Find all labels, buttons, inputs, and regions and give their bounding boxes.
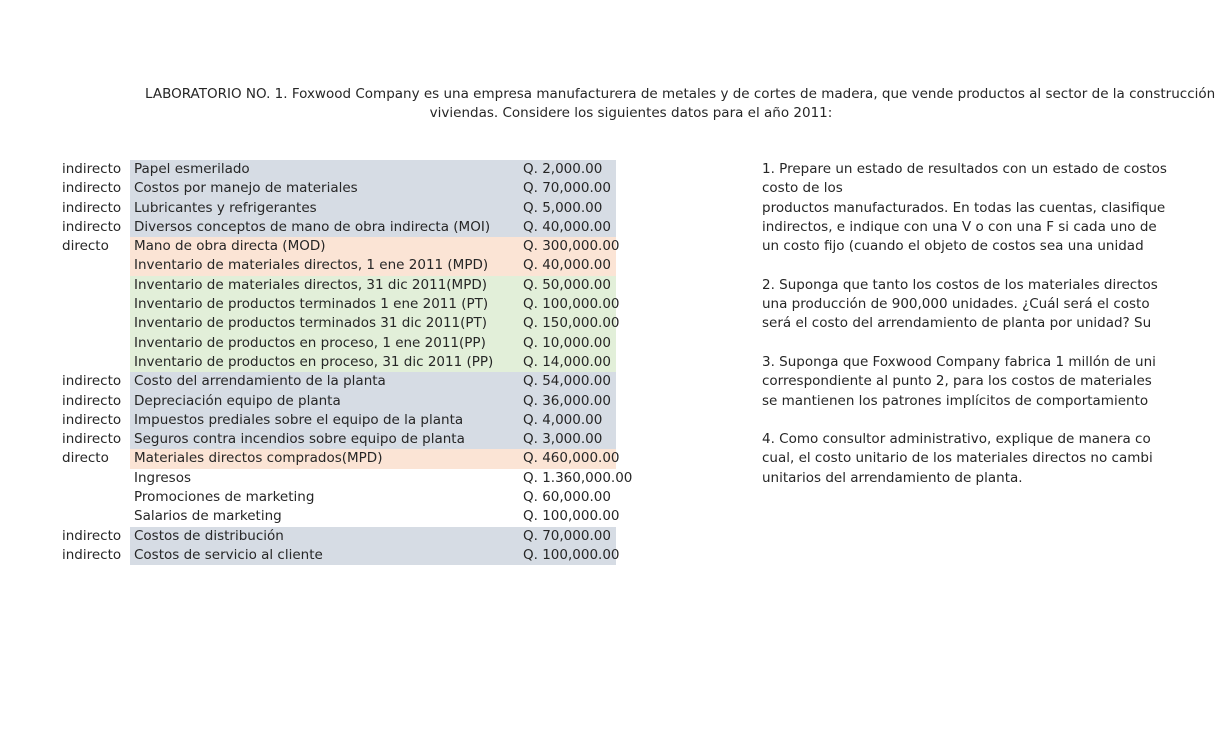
cost-concept: Papel esmerilado xyxy=(134,161,250,177)
cost-classification: indirecto xyxy=(62,546,122,563)
cost-amount: Q. 100,000.00 xyxy=(523,296,620,313)
cost-amount: Q. 1.360,000.00 xyxy=(523,469,633,486)
cost-classification: indirecto xyxy=(62,180,122,197)
cost-concept: Inventario de productos terminados 1 ene 2011 (PT) xyxy=(134,296,489,313)
cost-amount: Q. 40,000.00 xyxy=(523,218,611,235)
cost-amount: Q. 2,000.00 xyxy=(523,161,603,177)
question-1 xyxy=(762,160,1167,256)
questions-panel xyxy=(762,160,1167,488)
question-line: 2. Suponga que tanto los costos de los materiales directos xyxy=(762,276,1158,293)
table-row xyxy=(0,179,620,198)
cost-amount: Q. 50,000.00 xyxy=(523,276,611,293)
header-line-1: LABORATORIO NO. 1. Foxwood Company es una empresa manufacturera de metales y de cortes de madera, que vende productos al sector de la construcción xyxy=(145,86,1215,102)
table-row xyxy=(0,449,620,468)
question-line: se mantienen los patrones implícitos de comportamiento xyxy=(762,392,1149,409)
question-line: una producción de 900,000 unidades. ¿Cuál será el costo xyxy=(762,296,1150,313)
cost-concept: Inventario de productos terminados 31 dic 2011(PT) xyxy=(134,315,488,332)
table-row xyxy=(0,392,620,411)
table-row xyxy=(0,527,620,546)
cost-concept: Depreciación equipo de planta xyxy=(134,392,341,409)
question-line: correspondiente al punto 2, para los costos de materiales xyxy=(762,373,1152,390)
cost-concept: Inventario de productos en proceso, 31 dic 2011 (PP) xyxy=(134,353,494,370)
cost-amount: Q. 54,000.00 xyxy=(523,373,611,390)
table-row xyxy=(0,372,620,391)
table-row xyxy=(0,276,620,295)
table-row xyxy=(0,160,620,179)
cost-classification: indirecto xyxy=(62,161,122,177)
cost-concept: Costos por manejo de materiales xyxy=(134,180,358,197)
cost-concept: Salarios de marketing xyxy=(134,508,282,525)
cost-concept: Lubricantes y refrigerantes xyxy=(134,199,317,216)
cost-classification: indirecto xyxy=(62,199,122,216)
cost-classification: directo xyxy=(62,450,109,467)
table-row xyxy=(0,218,620,237)
cost-amount: Q. 3,000.00 xyxy=(523,431,603,448)
cost-classification: indirecto xyxy=(62,218,122,235)
cost-amount: Q. 14,000.00 xyxy=(523,353,611,370)
cost-classification: indirecto xyxy=(62,527,122,544)
cost-amount: Q. 460,000.00 xyxy=(523,450,620,467)
cost-classification: indirecto xyxy=(62,431,122,448)
cost-amount: Q. 4,000.00 xyxy=(523,411,603,428)
cost-concept: Mano de obra directa (MOD) xyxy=(134,238,326,255)
question-line: unitarios del arrendamiento de planta. xyxy=(762,469,1023,486)
question-line: será el costo del arrendamiento de planta por unidad? Su xyxy=(762,315,1152,332)
table-row xyxy=(0,295,620,314)
table-row xyxy=(0,314,620,333)
table-row xyxy=(0,430,620,449)
cost-amount: Q. 70,000.00 xyxy=(523,180,611,197)
question-line: productos manufacturados. En todas las cuentas, clasifique xyxy=(762,199,1166,216)
cost-table xyxy=(0,160,633,565)
question-line: 4. Como consultor administrativo, explique de manera co xyxy=(762,431,1151,448)
cost-amount: Q. 60,000.00 xyxy=(523,489,611,506)
question-line: indirectos, e indique con una V o con una F si cada uno de xyxy=(762,218,1157,235)
cost-classification: indirecto xyxy=(62,373,122,390)
cost-concept: Promociones de marketing xyxy=(134,489,315,506)
cost-amount: Q. 100,000.00 xyxy=(523,508,620,525)
table-row xyxy=(0,411,620,430)
cost-amount: Q. 40,000.00 xyxy=(523,257,611,274)
cost-concept: Inventario de materiales directos, 1 ene 2011 (MPD) xyxy=(134,257,489,274)
table-row xyxy=(0,256,620,275)
cost-amount: Q. 36,000.00 xyxy=(523,392,611,409)
cost-concept: Costos de distribución xyxy=(134,527,284,544)
cost-amount: Q. 100,000.00 xyxy=(523,546,620,563)
table-row xyxy=(0,469,633,488)
table-row xyxy=(0,546,620,565)
table-row xyxy=(0,507,620,526)
header-line-2: viviendas. Considere los siguientes datos para el año 2011: xyxy=(429,105,833,121)
cost-classification: indirecto xyxy=(62,392,122,409)
cost-amount: Q. 150,000.00 xyxy=(523,315,620,332)
table-row xyxy=(0,237,620,256)
question-line: 1. Prepare un estado de resultados con un estado de costos xyxy=(762,161,1167,177)
table-row xyxy=(0,353,620,372)
question-line: costo de los xyxy=(762,180,843,197)
cost-amount: Q. 300,000.00 xyxy=(523,238,620,255)
cost-concept: Diversos conceptos de mano de obra indirecta (MOI) xyxy=(134,218,491,235)
cost-amount: Q. 10,000.00 xyxy=(523,334,611,351)
question-3 xyxy=(762,353,1156,411)
question-2 xyxy=(762,276,1158,334)
cost-amount: Q. 5,000.00 xyxy=(523,199,603,216)
cost-concept: Inventario de productos en proceso, 1 ene 2011(PP) xyxy=(134,334,486,351)
cost-classification: indirecto xyxy=(62,411,122,428)
question-line: un costo fijo (cuando el objeto de costos sea una unidad xyxy=(762,238,1144,255)
cost-concept: Costos de servicio al cliente xyxy=(134,546,323,563)
question-line: 3. Suponga que Foxwood Company fabrica 1 millón de uni xyxy=(762,353,1156,370)
cost-concept: Ingresos xyxy=(134,469,191,486)
table-row xyxy=(0,199,620,218)
table-row xyxy=(0,488,620,507)
question-4 xyxy=(762,430,1153,488)
question-line: cual, el costo unitario de los materiales directos no cambi xyxy=(762,450,1153,467)
cost-concept: Impuestos prediales sobre el equipo de la planta xyxy=(134,411,464,428)
cost-concept: Costo del arrendamiento de la planta xyxy=(134,373,386,390)
cost-concept: Inventario de materiales directos, 31 dic 2011(MPD) xyxy=(134,276,487,293)
cost-concept: Materiales directos comprados(MPD) xyxy=(134,450,383,467)
cost-classification: directo xyxy=(62,238,109,255)
cost-concept: Seguros contra incendios sobre equipo de planta xyxy=(134,431,465,448)
lab-header xyxy=(145,85,1215,123)
cost-amount: Q. 70,000.00 xyxy=(523,527,611,544)
table-row xyxy=(0,334,620,353)
